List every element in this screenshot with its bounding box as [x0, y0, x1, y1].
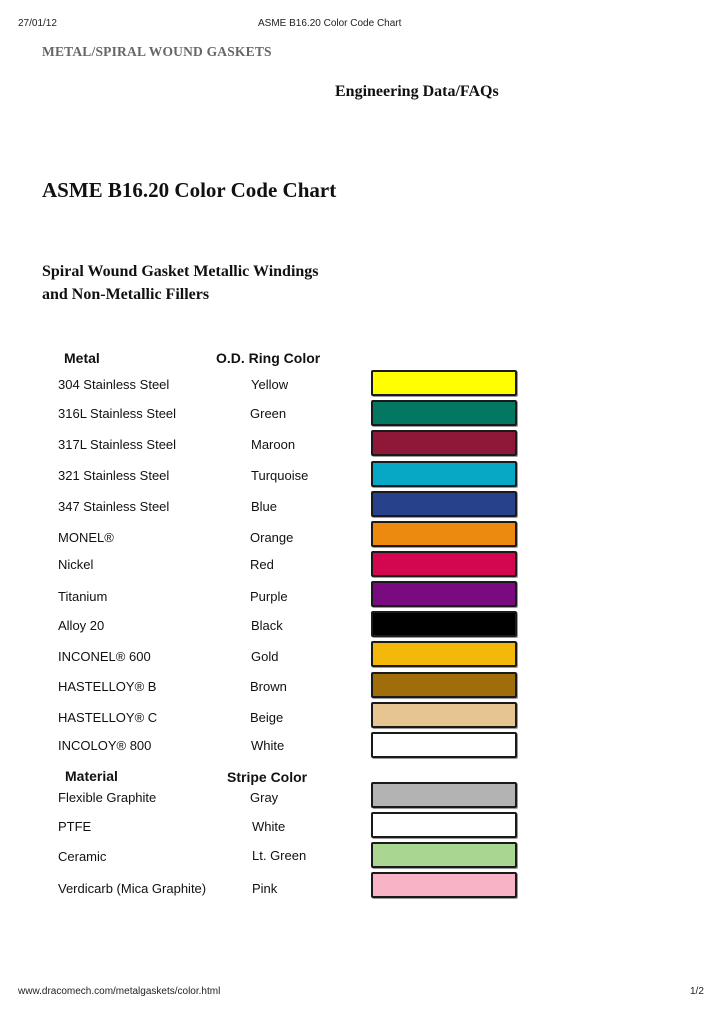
color-swatch — [371, 461, 517, 487]
site-title: METAL/SPIRAL WOUND GASKETS — [42, 44, 272, 59]
ring-color-name: Beige — [250, 710, 284, 725]
color-swatch — [371, 842, 517, 868]
color-swatch — [371, 641, 517, 667]
metal-name: 304 Stainless Steel — [58, 377, 170, 392]
color-swatch — [371, 370, 517, 396]
metal-name: HASTELLOY® C — [58, 710, 158, 725]
color-swatch — [371, 521, 517, 547]
metal-name: Titanium — [58, 589, 108, 604]
metal-name: Alloy 20 — [58, 618, 105, 633]
material-name: Verdicarb (Mica Graphite) — [58, 881, 207, 896]
metal-name: MONEL® — [58, 530, 114, 545]
color-swatch — [371, 551, 517, 577]
color-swatch — [371, 872, 517, 898]
color-swatch — [371, 611, 517, 637]
print-page-number: 1/2 — [690, 986, 704, 997]
stripe-color-column-header: Stripe Color — [227, 769, 308, 785]
material-column-header: Material — [65, 768, 118, 784]
print-url: www.dracomech.com/metalgaskets/color.html — [18, 986, 221, 997]
ring-color-name: Blue — [251, 499, 278, 514]
ring-color-name: Gold — [251, 649, 279, 664]
metal-name: 317L Stainless Steel — [58, 437, 177, 452]
stripe-color-name: Gray — [250, 790, 279, 805]
metal-name: 321 Stainless Steel — [58, 468, 170, 483]
stripe-color-name: Pink — [252, 881, 278, 896]
color-swatch — [371, 672, 517, 698]
color-swatch — [371, 400, 517, 426]
ring-color-name: Purple — [250, 589, 288, 604]
ring-color-name: Red — [250, 557, 274, 572]
ring-color-name: White — [251, 738, 285, 753]
ring-color-name: Black — [251, 618, 283, 633]
subheading-line-1: Spiral Wound Gasket Metallic Windings — [42, 263, 319, 280]
metal-name: HASTELLOY® B — [58, 679, 157, 694]
page-heading: ASME B16.20 Color Code Chart — [42, 178, 337, 202]
metal-name: Nickel — [58, 557, 94, 572]
print-date: 27/01/12 — [18, 18, 57, 29]
color-swatch — [371, 702, 517, 728]
ring-color-name: Yellow — [251, 377, 289, 392]
color-swatch — [371, 782, 517, 808]
engineering-data-link[interactable]: Engineering Data/FAQs — [335, 83, 499, 100]
metal-name: INCONEL® 600 — [58, 649, 151, 664]
print-page-title: ASME B16.20 Color Code Chart — [258, 18, 402, 29]
ring-color-name: Turquoise — [251, 468, 309, 483]
metal-name: INCOLOY® 800 — [58, 738, 152, 753]
ring-color-name: Orange — [250, 530, 294, 545]
ring-color-name: Brown — [250, 679, 287, 694]
stripe-color-name: Lt. Green — [252, 848, 307, 863]
metal-name: 316L Stainless Steel — [58, 406, 177, 421]
color-swatch — [371, 581, 517, 607]
color-swatch — [371, 430, 517, 456]
material-name: PTFE — [58, 819, 92, 834]
material-name: Flexible Graphite — [58, 790, 157, 805]
color-swatch — [371, 491, 517, 517]
page-subheading — [42, 260, 442, 306]
color-swatch — [371, 812, 517, 838]
subheading-line-2: and Non-Metallic Fillers — [42, 286, 210, 303]
metal-name: 347 Stainless Steel — [58, 499, 170, 514]
material-name: Ceramic — [58, 849, 107, 864]
metal-column-header: Metal — [64, 350, 100, 366]
od-ring-color-column-header: O.D. Ring Color — [216, 350, 321, 366]
ring-color-name: Green — [250, 406, 287, 421]
ring-color-name: Maroon — [251, 437, 296, 452]
color-swatch — [371, 732, 517, 758]
stripe-color-name: White — [252, 819, 286, 834]
